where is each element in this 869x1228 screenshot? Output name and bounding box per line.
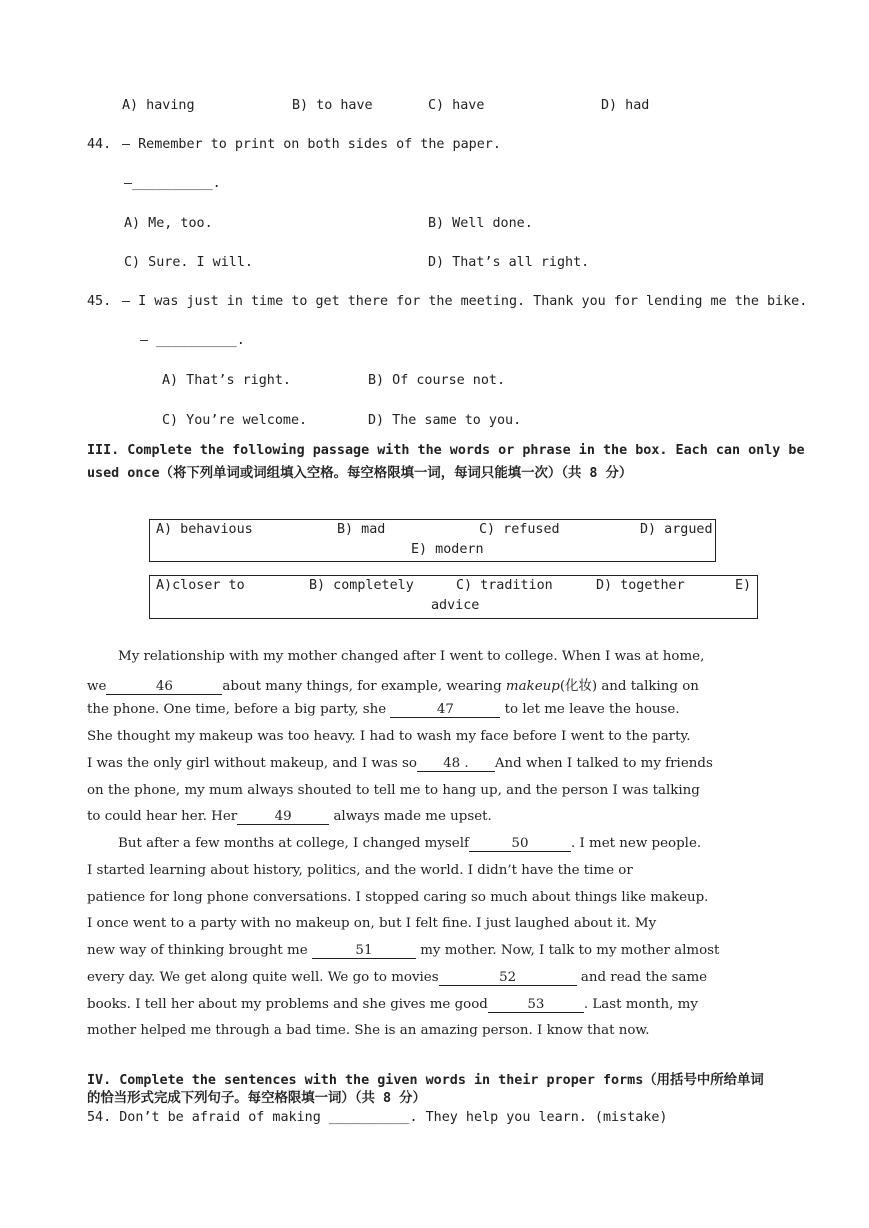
q44-option-c: C) Sure. I will.	[124, 255, 253, 270]
section3-heading-line2: used once（将下列单词或词组填入空格。每空格限填一词，每词只能填一次）（共 8 分）	[87, 466, 633, 481]
blank-51[interactable]: 51	[312, 943, 416, 959]
q45-option-a: A) That’s right.	[162, 373, 291, 388]
q45-option-c: C) You’re welcome.	[162, 413, 308, 428]
q43-option-d: D) had	[601, 98, 650, 113]
passage-p2-line3: patience for long phone conversations. I stopped caring so much about things like makeup.	[87, 890, 709, 905]
blank-53[interactable]: 53	[488, 997, 584, 1013]
word-box-2	[149, 575, 758, 619]
q44-response: —__________.	[124, 176, 221, 191]
passage-p1-line4: She thought my makeup was too heavy. I had to wash my face before I went to the party.	[87, 729, 691, 744]
passage-p2-line1: But after a few months at college, I changed myself 50 . I met new people.	[118, 836, 702, 851]
q45-prompt: — I was just in time to get there for the meeting. Thank you for lending me the bike.	[122, 294, 808, 309]
q44-option-b: B) Well done.	[428, 216, 533, 231]
blank-49[interactable]: 49	[237, 809, 329, 825]
passage-p1-line3: the phone. One time, before a big party, she 47 to let me leave the house.	[87, 702, 680, 717]
word-box-1-b: B) mad	[337, 522, 386, 537]
q43-option-a: A) having	[122, 98, 195, 113]
passage-p1-line5: I was the only girl without makeup, and I was so 48 . And when I talked to my friends	[87, 756, 713, 771]
passage-p2-line5: new way of thinking brought me 51 my mother. Now, I talk to my mother almost	[87, 943, 720, 958]
passage-p1-line1: My relationship with my mother changed after I went to college. When I was at home,	[118, 649, 705, 664]
q45-number: 45.	[87, 294, 112, 309]
q43-option-b: B) to have	[292, 98, 373, 113]
word-box-1-e: E) modern	[411, 542, 484, 557]
word-box-1-d: D) argued	[640, 522, 713, 537]
passage-p2-line4: I once went to a party with no makeup on, but I felt fine. I just laughed about it. My	[87, 916, 657, 931]
q44-number: 44.	[87, 137, 112, 152]
q43-option-c: C) have	[428, 98, 485, 113]
q45-option-d: D) The same to you.	[368, 413, 522, 428]
passage-p2-line7: books. I tell her about my problems and she gives me good 53 . Last month, my	[87, 997, 698, 1012]
q44-prompt: — Remember to print on both sides of the paper.	[122, 137, 501, 152]
passage-p2-line6: every day. We get along quite well. We go to movies 52 and read the same	[87, 970, 708, 985]
q45-response: — __________.	[140, 333, 245, 348]
section4-heading-line1: IV. Complete the sentences with the given words in their proper forms（用括号中所给单词	[87, 1073, 764, 1088]
blank-48[interactable]: 48 .	[417, 756, 495, 772]
passage-p2-line2: I started learning about history, politics, and the world. I didn’t have the time or	[87, 863, 633, 878]
blank-46[interactable]: 46	[106, 679, 222, 695]
word-box-1	[149, 519, 716, 562]
q44-option-a: A) Me, too.	[124, 216, 213, 231]
word-box-2-e: E)	[735, 578, 752, 593]
word-box-1-c: C) refused	[479, 522, 560, 537]
word-box-2-a: A)closer to	[156, 578, 245, 593]
q44-option-d: D) That’s all right.	[428, 255, 590, 270]
word-box-2-c: C) tradition	[456, 578, 553, 593]
blank-52[interactable]: 52	[439, 970, 577, 986]
q54: 54. Don’t be afraid of making __________. They help you learn. (mistake)	[87, 1110, 668, 1125]
word-box-2-e-word: advice	[431, 598, 480, 613]
blank-50[interactable]: 50	[469, 836, 571, 852]
section4-heading-line2: 的恰当形式完成下列句子。每空格限填一词）（共 8 分）	[87, 1091, 426, 1106]
passage-p1-line6: on the phone, my mum always shouted to tell me to hang up, and the person I was talking	[87, 783, 700, 798]
section3-heading-line1: III. Complete the following passage with the words or phrase in the box. Each can only be	[87, 443, 805, 458]
passage-p1-line7: to could hear her. Her 49 always made me upset.	[87, 809, 492, 824]
word-box-2-d: D) together	[596, 578, 685, 593]
passage-p1-line2: we 46 about many things, for example, wearing makeup(化妆) and talking on	[87, 679, 699, 694]
word-box-1-a: A) behavious	[156, 522, 253, 537]
q45-option-b: B) Of course not.	[368, 373, 506, 388]
word-box-2-b: B) completely	[309, 578, 414, 593]
blank-47[interactable]: 47	[390, 702, 500, 718]
passage-p2-line8: mother helped me through a bad time. She is an amazing person. I know that now.	[87, 1023, 650, 1038]
